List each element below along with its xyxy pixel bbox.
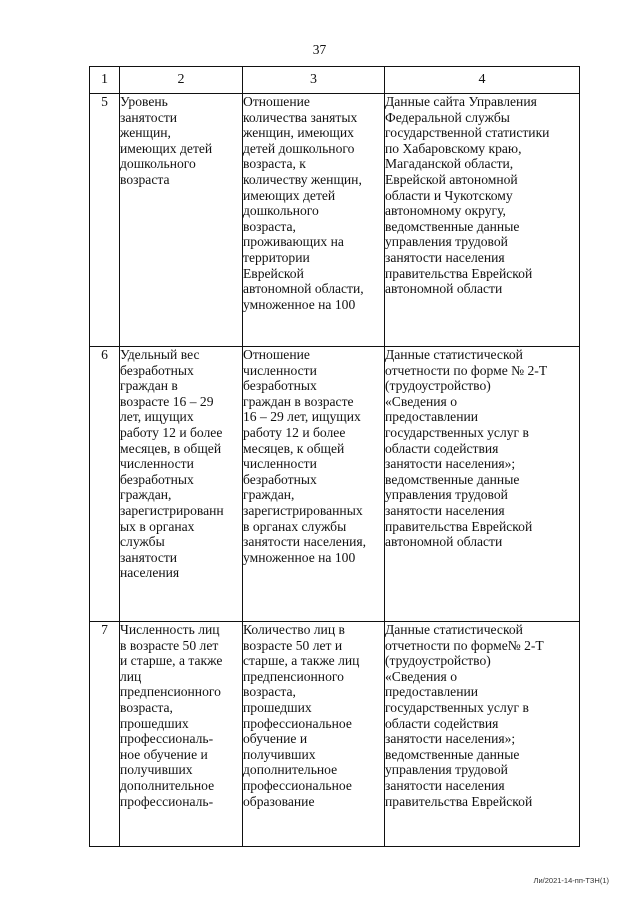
table-row [90, 622, 580, 847]
indicator-cell: Удельный вес безработных граждан в возрасте 16 – 29 лет, ищущих работу 12 и более месяцев, в общей численности безработных граждан, зарегистрированн ых в органах службы занятости населения [120, 347, 243, 622]
table-row [90, 94, 580, 347]
table-row [90, 347, 580, 622]
row-number: 7 [90, 622, 120, 847]
document-code: Ли/2021-14-пп-ТЗН(1) [533, 876, 609, 885]
row-number: 6 [90, 347, 120, 622]
header-col-1: 1 [90, 67, 120, 94]
method-cell: Отношение количества занятых женщин, имеющих детей дошкольного возраста, к количеству женщин, имеющих детей дошкольного возраста, проживающих на территории Еврейской автономной области, умноженное на 100 [243, 94, 385, 347]
header-col-3: 3 [243, 67, 385, 94]
source-cell: Данные статистической отчетности по форме№ 2-Т (трудоустройство) «Сведения о предоставлении государственных услуг в области содействия занятости населения»; ведомственные данные управления трудовой занятости населения правительства Еврейской [385, 622, 580, 847]
table-header-row [90, 67, 580, 94]
indicators-table [89, 66, 580, 847]
source-cell: Данные сайта Управления Федеральной службы государственной статистики по Хабаровскому краю, Магаданской области, Еврейской автономной области и Чукотскому автономному округу, ведомственные данные управления трудовой занятости населения правительства Еврейской автономной области [385, 94, 580, 347]
indicator-cell: Уровень занятости женщин, имеющих детей дошкольного возраста [120, 94, 243, 347]
method-cell: Количество лиц в возрасте 50 лет и старше, а также лиц предпенсионного возраста, прошедших профессиональное обучение и получивших дополнительное профессиональное образование [243, 622, 385, 847]
page-number: 37 [312, 42, 327, 57]
header-col-4: 4 [385, 67, 580, 94]
indicator-cell: Численность лиц в возрасте 50 лет и старше, а также лиц предпенсионного возраста, прошедших профессиональ- ное обучение и получивших дополнительное профессиональ- [120, 622, 243, 847]
source-cell: Данные статистической отчетности по форме № 2-Т (трудоустройство) «Сведения о предоставлении государственных услуг в области содействия занятости населения»; ведомственные данные управления трудовой занятости населения правительства Еврейской автономной области [385, 347, 580, 622]
method-cell: Отношение численности безработных граждан в возрасте 16 – 29 лет, ищущих работу 12 и более месяцев, к общей численности безработных граждан, зарегистрированных в органах службы занятости населения, умноженное на 100 [243, 347, 385, 622]
header-col-2: 2 [120, 67, 243, 94]
row-number: 5 [90, 94, 120, 347]
